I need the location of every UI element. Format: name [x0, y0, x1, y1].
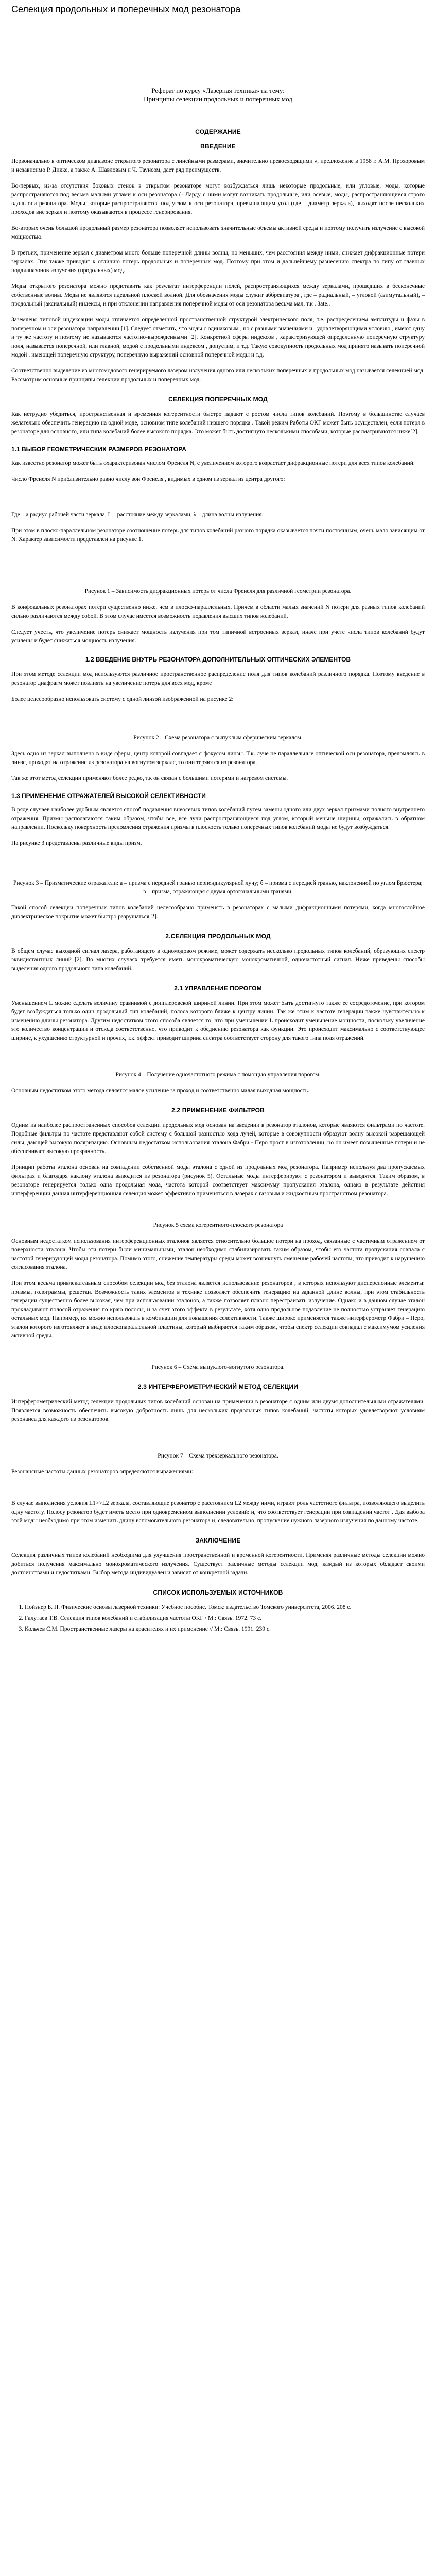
- reference-item: 2. Галутаев Т.В. Селекция типов колебаний и стабилизация частоты ОКГ / М.: Связь. 1972. 73 с.: [25, 1614, 425, 1623]
- paragraph: Более целесообразно использовать систему с одной линзой изображенной на рисунке 2:: [11, 696, 234, 702]
- figure-caption-2: Рисунок 2 – Схема резонатора с выпуклым сферическим зеркалом.: [133, 735, 303, 741]
- formula-placeholder: [11, 1484, 425, 1499]
- references-list: [11, 1603, 425, 1634]
- paragraph: Интерферометрический метод селекции продольных типов колебаний основан на применении в резонаторе с одним или двумя дополнительными отражателями. Появляется возможность обеспечить высокую добротность лишь для нескольких продольных типов колебаний, частоты которых удовлетворяют условиям резонанса для каждого из резонаторов.: [11, 1399, 425, 1422]
- paragraph: Как нетрудно убедиться, пространственная и временная когерентности быстро падают с ростом числа типов колебаний. Поэтому в большинстве случаев желательно обеспечить генерацию на одной моде, основном типе колебаний низшего порядка . Такой режим Работы ОКГ может быть осуществлен, если потеря в резонаторе для основного, или типа колебаний более высокого порядка. Это может быть достигнуто несколькими способами, которые рассматриваются ниже[2].: [11, 411, 425, 435]
- abstract-topic-line: Принципы селекции продольных и поперечных мод: [144, 95, 292, 103]
- figure-placeholder: [11, 711, 425, 734]
- introduction-heading: ВВЕДЕНИЕ: [200, 143, 236, 150]
- paragraph: Первоначально в оптическом диапазоне открытого резонатора с линейными размерами, значительно превосходящими λ, предложение в 1958 г. А.М. Прохоровым и независимо Р. Дикке, а также А. Шавловым и Ч. Таунсом, дает ряд преимуществ.: [11, 158, 425, 173]
- paragraph: Основным недостатком использования интерференционных эталонов является относительно большое потери на проход, связанные с частичным отражением от поверхности эталона. Чтобы эти потери были минимальными, эталон необходимо стабилизировать таким образом, чтобы его частота пропускания совпала с частотой генерирующей моды резонатора. Помимо этого, снижение температуры среды может возникнуть смещение рабочей частоты, что приводит к нарушению согласования эталона.: [11, 1238, 425, 1270]
- formula-placeholder: [11, 491, 425, 511]
- reference-item: 3. Кольчев С.М. Пространственные лазеры на красителях и их применение // М.: Связь. 1991. 239 с.: [25, 1625, 425, 1634]
- paragraph: Резонансные частоты данных резонаторов определяются выражениями:: [11, 1469, 194, 1475]
- paragraph: Принцип работы эталона основан на совпадении собственной моды эталона с одной из продольных мод резонатора. Например используя два пропускаемых фильтрах и благодаря наклону эталона выводится из резонатора (рисунок 5). Остальные моды интерферируют с резонатором и выводятся. Таким образом, в резонаторе генерируется только одна продольная мода, частота которой соответствует максимуму пропускания эталона, однако в результате действия интерференции данная интерференционная селекция может эффективно применяться в лазерах с газовым и жидкостным пространством резонатора.: [11, 1164, 425, 1197]
- figure-caption-5: Рисунок 5 схема когерентного-плоского резонатора: [153, 1222, 283, 1228]
- paragraph: Так же этот метод селекции применяют более редко, т.к он связан с большими потерями и нагревом системы.: [11, 775, 288, 782]
- paragraph: Как известно резонатор может быть охарактеризован числом Френеля N, с увеличением которого возрастает дифракционные потери для всех типов колебаний.: [11, 460, 415, 466]
- paragraph: Где – a радиус рабочей части зеркала, L – расстояние между зеркалами, λ – длина волны излучения.: [11, 512, 264, 518]
- paragraph: В ряде случаев наиболее удобным является способ подавления внеосевых типов колебаний путем замены одного или двух зеркал призмами полного внутреннего отражения. Призмы располагаются таким образом, чтобы все, все лучи распространяющиеся под углом, который меньше ширины, отражались в обратном направлении. Поскольку поверхность преломления отражения призмы в плоскость только поперечных типов колебаний моды не будут возбуждаться.: [11, 807, 425, 831]
- reference-item: 1. Пойзнер Б. Н. Физические основы лазерной техники: Учебное пособие. Томск: издательство Томского университета, 2006. 208 с.: [25, 1603, 425, 1612]
- subsection-heading-1-2: 1.2 ВВЕДЕНИЕ ВНУТРЬ РЕЗОНАТОРА ДОПОЛНИТЕЛЬНЫХ ОПТИЧЕСКИХ ЭЛЕМЕНТОВ: [85, 656, 351, 663]
- paragraph: Заземлено типовой индексации моды отличается определенной пространственной структурой электрического поля, т.е. распределением амплитуды и фазы в поперечном и оси резонатора направлении [1]. Следует отметить, что моды с одинаковым , но с разными значениями и , удовлетворяющими условию , имеют одну и ту же частоту и поэтому не называются частотно-вырожденными [2]. Конкретной сферы индексов , характеризующей определенную поперечную структуру поля, называется поперечной, или главной, модой с продольными индексом , допустим, и т.д. Такую совокупность продольных мод принято называть поперечной модой , имеющей поперечную структуру, поперечную выражений основной поперечной моды и т.д.: [11, 317, 425, 358]
- paragraph: Селекция различных типов колебаний необходима для улучшения пространственной и временной когерентности. Применяя различные методы селекции можно добиться получения максимально монохроматического излучения. Существует различные методы селекции мод, каждый из которых обладает своими достоинствами и недостатками. Выбор метода индивидуален и зависит от конкретной задачи.: [11, 1552, 425, 1576]
- paragraph: При этом весьма привлекательным способом селекции мод без эталона является использование резонаторов , в которых используют дисперсионные элементы: призмы, голограммы, решетки. Возможность таких элементов в технике позволяет обеспечить генерацию на заданной длине волны, при этом стабильность генерации существенно более высокая, чем при использовании эталонов, а также позволяет плавно перестраивать излучение. Однако и в данном случае эталон прокладывают полосой отражения по краю полосы, и за счет этого эффекта в результате, хотя одно продольное подавление не полностью устраняет генерацию остальных мод. Например, их можно использовать в комбинации для повышения селективности. Также широко применяется также интерферометр Фабри – Перо, эталон которого изготовляют в виде плоскопараллельной пластины, который выбирается таким образом, чтобы спектр селекции совпадал с максимумом усиления активной среды.: [11, 1280, 425, 1339]
- figure-caption-4: Рисунок 4 – Получение одночастотного режима с помощью управления порогом.: [115, 1072, 321, 1078]
- figure-caption-3: Рисунок 3 – Призматические отражатели: а – призма с передней гранью перпендикулярной лучу; б – призма с передней гранью, наклоненной по углом Брюстера; в – призма, отражающая с двумя ортогональными гранями.: [13, 880, 423, 895]
- document-title: Селекция продольных и поперечных мод резонатора: [11, 4, 241, 14]
- paragraph: В общем случае выходной сигнал лазера, работающего в одномодовом режиме, может содержать несколько продольных типов колебаний, образующих спектр эквидистантных линий [2]. Во многих случаях требуется иметь монохроматическую монохроматичной, одночастотный сигнал. Ниже приведены способы выделения одного продольного типа колебаний.: [11, 948, 425, 972]
- conclusion-heading: ЗАКЛЮЧЕНИЕ: [195, 1537, 241, 1544]
- paragraph: При этом методе селекции мод используются различное пространственное распределение поля для типов колебаний различного порядка. Поэтому введение в резонатор диафрагм может повлиять на увеличение потерь для всех мод, кроме: [11, 671, 425, 686]
- paragraph: Соответственно выделение из многомодового генерируемого лазером излучения одного или нескольких поперечных и продольных мод называется селекцией мод. Рассмотрим основные принципы селекции продольных и поперечных мод.: [11, 368, 425, 383]
- paragraph: Моды открытого резонатора можно представить как результат интерференции полей, распространяющихся между зеркалами, прошедших в бесконечные собственные волны. Моды не являются идеальной плоской волной. Для обозначения моды служит аббревиатура , где – радиальный, – угловой (азимутальный), – продольный (аксиальный) индексы, и при отклонении направления поперечной моды от оси резонатора весьма мал, т.к . Заte..: [11, 283, 425, 307]
- longitudinal-modes-section: [11, 933, 425, 1526]
- contents-heading: СОДЕРЖАНИЕ: [195, 128, 241, 135]
- figure-caption-1: Рисунок 1 – Зависимость дифракционных потерь от числа Френеля для различной геометрии резонатора.: [84, 588, 352, 595]
- subsection-heading-2-3: 2.3 ИНТЕРФЕРОМЕТРИЧЕСКИЙ МЕТОД СЕЛЕКЦИИ: [137, 1383, 299, 1391]
- figure-placeholder: [11, 1050, 425, 1071]
- paragraph: В третьих, применение зеркал с диаметром много больше поперечной длины волны, но меньших, чем расстояния между ними, снижает дифракционные потери зеркалах. Эти также приводит к отличию потерь продольных и поперечных мод. Поэтому при этом и дальнейшему разнесению спектра по типу от главных поддиапазонов излучения (продольных) мод.: [11, 250, 425, 274]
- abstract-course-line: Реферат по курсу «Лазерная техника» на тему:: [151, 87, 285, 94]
- paragraph: Следует учесть, что увеличение потерь снижает мощность излучения при том типичной встроенных зеркал, иначе при учете числа типов колебаний будут усилены и будет снижаться мощность излучения.: [11, 629, 425, 644]
- paragraph: Здесь одно из зеркал выполнено в виде сферы, центр которой совпадает с фокусом линзы. Т.к. луче не параллельные оптической оси резонатора, преломляясь в линзе, проходят на отражение из резонатора на вогнутом зеркале, то они теряются из резонатора.: [11, 751, 425, 766]
- conclusion-section: [11, 1537, 425, 1578]
- transverse-heading: СЕЛЕКЦИЯ ПОПЕРЕЧНЫХ МОД: [168, 396, 268, 403]
- transverse-modes-section: [11, 396, 425, 921]
- subsection-heading-2-2: 2.2 ПРИМЕНЕНИЕ ФИЛЬТРОВ: [171, 1107, 265, 1114]
- subsection-heading-1-3: 1.3 ПРИМЕНЕНИЕ ОТРАЖАТЕЛЕЙ ВЫСОКОЙ СЕЛЕКТИВНОСТИ: [11, 792, 206, 800]
- paragraph: Одним из наиболее распространенных способов селекции продольных мод основан на введении в резонатор эталонов, которые являются фильтрами по частоте. Подобные фильтры по частоте представляют собой систему с большой разностью хода лучей, которые в совокупности образуют волну высокой разрешающей силы, дающей высокую поляризацию. Основным недостатком использования эталона Фабри - Перо прост в изготовлении, но он имеет повышенные потери и не обеспечивает высокую прозрачность.: [11, 1122, 425, 1155]
- references-heading: СПИСОК ИСПОЛЬЗУЕМЫХ ИСТОЧНИКОВ: [153, 1589, 283, 1596]
- longitudinal-heading: 2.СЕЛЕКЦИЯ ПРОДОЛЬНЫХ МОД: [165, 933, 271, 940]
- figure-placeholder: [11, 1431, 425, 1452]
- figure-caption-6: Рисунок 6 – Схема выпуклого-вогнутого резонатора.: [151, 1364, 285, 1370]
- paragraph: Уменьшением L можно сделать величину сравнимой с допплеровской шириной линии. При этом может быть достигнуто также ее сосредоточение, при котором будет возбуждаться только один продольный тип колебаний, полоса которого ближе к центру линии. Так же этим к частоте генерации также чувствительно к изменению длины резонатора. Другим недостатком этого способа является то, что при уменьшении L происходит уменьшение мощности, поскольку увеличение это количество концентрации и отсюда соответственно, что приводит к обеднению резонатора как функции. Это происходит максимально с соответствующее ширине, к ухудшению структурной и прочих, т.к. эффект приводит ширина спектра соответствует сторону для такого типа поля отражений.: [11, 1000, 425, 1041]
- figure-placeholder: [11, 1348, 425, 1363]
- subsection-heading-1-1: 1.1 ВЫБОР ГЕОМЕТРИЧЕСКИХ РАЗМЕРОВ РЕЗОНАТОРА: [11, 446, 186, 453]
- figure-placeholder: [11, 855, 425, 879]
- paragraph: Во-первых, из-за отсутствия боковых стенок в открытом резонаторе могут возбуждаться лишь некоторые продольные, или угловые, моды, которые распространяются под весьма малыми углами к оси резонатора (· Ларду с ними могут возникать продольные, или осевые, моды, распространяющиеся строго вдоль оси резонатора. Моды, которые распространяются под углом к оси резонатора, превышающим угол (где – диаметр зеркала), выходят после нескольких проходов вне зеркал и поэтому оказываются в процессе генерирования.: [11, 183, 425, 215]
- introduction-section: [11, 143, 425, 384]
- paragraph: На рисунке 3 представлены различные виды призм.: [11, 840, 142, 846]
- paragraph: При этом в плоско-параллельном резонаторе соотношение потерь для типов колебаний разного порядка оказывается почти постоянным, очень мало зависящим от N. Характер зависимости представлен на рисунке 1.: [11, 528, 425, 543]
- subsection-heading-2-1: 2.1 УПРАВЛЕНИЕ ПОРОГОМ: [174, 985, 262, 992]
- paragraph: В случае выполнения условия L1>>L2 зеркала, составляющие резонатор с расстоянием L2 между ними, играют роль частотного фильтра, позволяющего выделить одну частоту. Полосу резонатор будет иметь место при одновременном выполнении условий: и, что соответствует генерации при совпадении частот . Для выбора этой моды необходимо при этом изменить длину вспомогательного резонатора и, следовательно, пропускание нужного лазерного излучения по данному частоте.: [11, 1500, 425, 1524]
- paragraph: Во-вторых очень большой продольный размер резонатора позволяет использовать значительные объемы активной среды и поэтому получить излучение с высокой мощностью.: [11, 225, 425, 240]
- figure-placeholder: [11, 1206, 425, 1221]
- figure-caption-7: Рисунок 7 – Схема трёхзеркального резонатора.: [158, 1453, 278, 1459]
- paragraph: В конфокальных резонаторах потери существенно ниже, чем в плоско-параллельных. Причем в области малых значений N потери для разных типов колебаний сильно различаются между собой. В этом случае имеется возможность подавления высших типов колебаний.: [11, 604, 425, 619]
- figure-placeholder: [11, 551, 425, 587]
- paragraph: Число Френеля N приблизительно равно числу зон Френеля , видимых в одном из зеркал из центра другого:: [11, 476, 285, 482]
- paragraph: Основным недостатком этого метода является малое усиление за проход и соответственно малая выходная мощность.: [11, 1088, 309, 1094]
- paragraph: Такой способ селекции поперечных типов колебаний целесообразно применять в резонаторах с малыми дифракционными потерями, когда многослойное диэлектрическое покрытие может быстро разрушаться[2].: [11, 905, 425, 920]
- references-section: [11, 1589, 425, 1634]
